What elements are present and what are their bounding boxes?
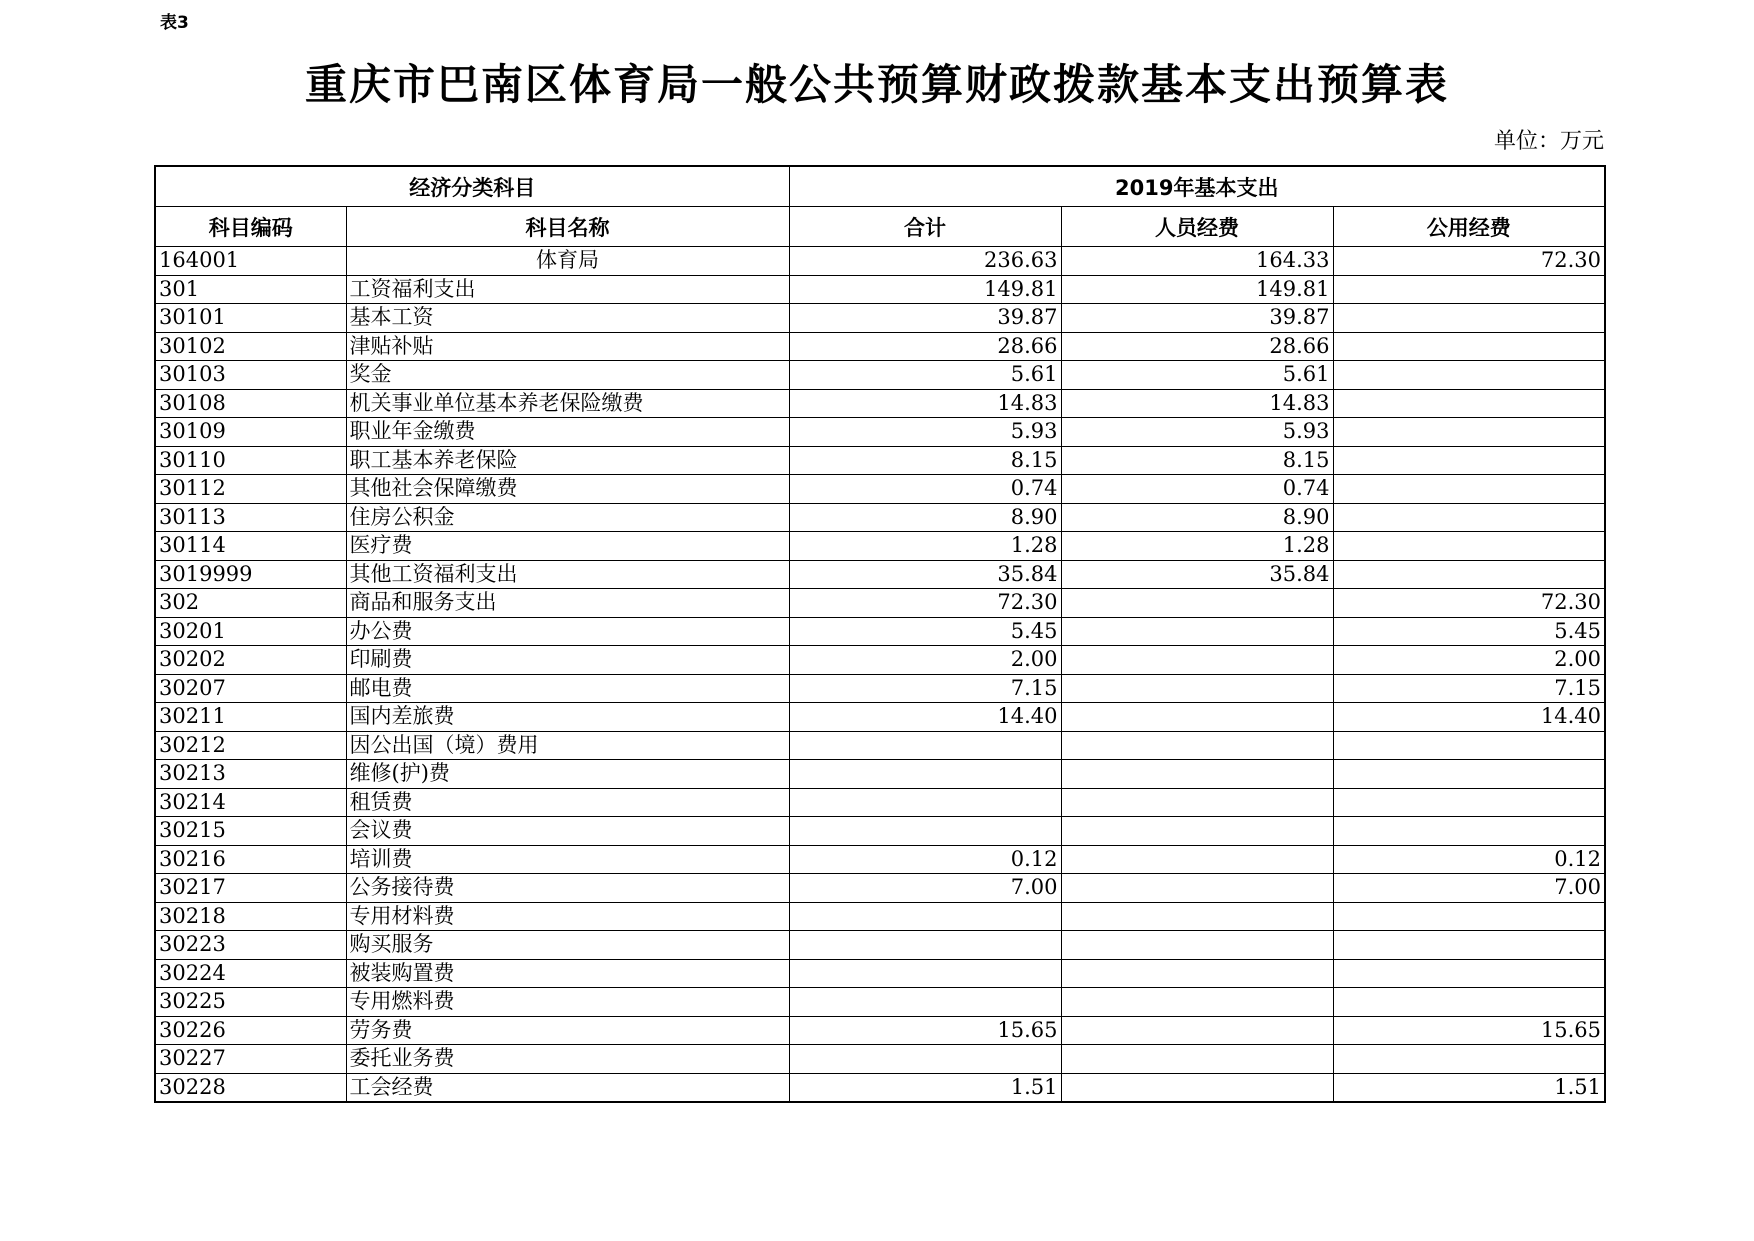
row-public [1333,503,1605,532]
row-code: 30217 [155,874,346,903]
row-code: 30207 [155,674,346,703]
row-total: 149.81 [789,275,1061,304]
row-code: 302 [155,589,346,618]
row-total [789,817,1061,846]
row-public: 0.12 [1333,845,1605,874]
row-name: 津贴补贴 [346,332,789,361]
row-personnel [1061,646,1333,675]
row-total: 1.51 [789,1073,1061,1102]
row-code: 30101 [155,304,346,333]
row-personnel [1061,617,1333,646]
row-code: 30109 [155,418,346,447]
table-row [155,703,1605,732]
table-row [155,389,1605,418]
row-name: 因公出国（境）费用 [346,731,789,760]
row-name: 基本工资 [346,304,789,333]
row-name: 办公费 [346,617,789,646]
table-row [155,503,1605,532]
table-row [155,589,1605,618]
header-personnel-expense: 人员经费 [1061,207,1333,247]
table-row [155,988,1605,1017]
row-total: 35.84 [789,560,1061,589]
row-code: 3019999 [155,560,346,589]
row-name: 租赁费 [346,788,789,817]
row-total: 5.61 [789,361,1061,390]
row-total: 0.74 [789,475,1061,504]
row-personnel [1061,988,1333,1017]
row-name: 公务接待费 [346,874,789,903]
table-row [155,931,1605,960]
row-personnel [1061,1045,1333,1074]
row-code: 30201 [155,617,346,646]
row-name: 专用材料费 [346,902,789,931]
row-name: 印刷费 [346,646,789,675]
table-row [155,361,1605,390]
row-public [1333,475,1605,504]
table-row [155,446,1605,475]
table-row [155,475,1605,504]
row-personnel: 35.84 [1061,560,1333,589]
row-code: 30224 [155,959,346,988]
row-public [1333,760,1605,789]
row-personnel [1061,902,1333,931]
table-row [155,845,1605,874]
row-public [1333,304,1605,333]
row-personnel: 28.66 [1061,332,1333,361]
row-public [1333,988,1605,1017]
row-name: 职业年金缴费 [346,418,789,447]
row-code: 30114 [155,532,346,561]
row-public: 14.40 [1333,703,1605,732]
row-code: 30212 [155,731,346,760]
row-public: 5.45 [1333,617,1605,646]
row-public: 1.51 [1333,1073,1605,1102]
row-name: 被装购置费 [346,959,789,988]
row-total: 0.12 [789,845,1061,874]
unit-label: 单位：万元 [1493,129,1604,154]
row-code: 30202 [155,646,346,675]
row-total [789,760,1061,789]
header-total: 合计 [789,207,1061,247]
row-public: 7.00 [1333,874,1605,903]
row-total: 72.30 [789,589,1061,618]
row-public [1333,817,1605,846]
row-name: 购买服务 [346,931,789,960]
row-code: 30211 [155,703,346,732]
row-personnel: 8.90 [1061,503,1333,532]
row-public: 2.00 [1333,646,1605,675]
row-personnel: 0.74 [1061,475,1333,504]
row-total: 8.15 [789,446,1061,475]
table-row [155,332,1605,361]
row-public [1333,446,1605,475]
row-public [1333,959,1605,988]
table-row [155,247,1605,276]
row-personnel [1061,1016,1333,1045]
row-name: 专用燃料费 [346,988,789,1017]
row-name: 住房公积金 [346,503,789,532]
row-personnel [1061,589,1333,618]
row-public [1333,332,1605,361]
row-name: 奖金 [346,361,789,390]
row-total [789,788,1061,817]
table-row [155,817,1605,846]
row-name: 国内差旅费 [346,703,789,732]
row-total [789,988,1061,1017]
row-code: 30110 [155,446,346,475]
row-personnel [1061,703,1333,732]
header-subject-name: 科目名称 [346,207,789,247]
row-personnel [1061,760,1333,789]
row-personnel: 5.93 [1061,418,1333,447]
row-personnel [1061,959,1333,988]
row-public [1333,361,1605,390]
row-personnel: 5.61 [1061,361,1333,390]
row-public: 15.65 [1333,1016,1605,1045]
row-code: 164001 [155,247,346,276]
row-public: 7.15 [1333,674,1605,703]
row-code: 30215 [155,817,346,846]
table-row [155,1016,1605,1045]
row-code: 30218 [155,902,346,931]
row-code: 30103 [155,361,346,390]
row-total: 15.65 [789,1016,1061,1045]
table-row [155,418,1605,447]
row-name: 职工基本养老保险 [346,446,789,475]
row-total: 5.45 [789,617,1061,646]
row-public [1333,418,1605,447]
table-row [155,1073,1605,1102]
table-row [155,902,1605,931]
row-name: 医疗费 [346,532,789,561]
row-code: 30225 [155,988,346,1017]
row-code: 30213 [155,760,346,789]
row-code: 30223 [155,931,346,960]
header-subject-code: 科目编码 [155,207,346,247]
header-basic-expenditure-2019: 2019年基本支出 [789,166,1605,207]
header-column-row [155,207,1605,247]
row-name: 商品和服务支出 [346,589,789,618]
row-public [1333,788,1605,817]
row-total [789,902,1061,931]
row-personnel: 14.83 [1061,389,1333,418]
row-public [1333,931,1605,960]
row-total [789,959,1061,988]
row-personnel: 39.87 [1061,304,1333,333]
row-code: 30214 [155,788,346,817]
row-name: 会议费 [346,817,789,846]
row-personnel [1061,845,1333,874]
table-row [155,874,1605,903]
row-total: 8.90 [789,503,1061,532]
row-code: 30113 [155,503,346,532]
row-code: 30102 [155,332,346,361]
row-name: 体育局 [346,247,789,276]
row-name: 培训费 [346,845,789,874]
table-row [155,646,1605,675]
row-total [789,1045,1061,1074]
row-public: 72.30 [1333,247,1605,276]
table-row [155,532,1605,561]
table-row [155,959,1605,988]
row-public [1333,532,1605,561]
row-public [1333,389,1605,418]
row-public: 72.30 [1333,589,1605,618]
budget-table [154,165,1606,1103]
row-total: 14.40 [789,703,1061,732]
table-row [155,304,1605,333]
row-total: 14.83 [789,389,1061,418]
row-total: 5.93 [789,418,1061,447]
row-personnel: 149.81 [1061,275,1333,304]
table-row [155,760,1605,789]
row-name: 其他社会保障缴费 [346,475,789,504]
row-name: 工资福利支出 [346,275,789,304]
table-row [155,788,1605,817]
row-personnel: 164.33 [1061,247,1333,276]
row-public [1333,1045,1605,1074]
row-name: 机关事业单位基本养老保险缴费 [346,389,789,418]
row-code: 30226 [155,1016,346,1045]
row-public [1333,560,1605,589]
table-row [155,617,1605,646]
row-name: 工会经费 [346,1073,789,1102]
row-code: 301 [155,275,346,304]
row-personnel: 8.15 [1061,446,1333,475]
row-code: 30227 [155,1045,346,1074]
page-title: 重庆市巴南区体育局一般公共预算财政拨款基本支出预算表 [304,60,1449,109]
row-personnel [1061,788,1333,817]
row-personnel [1061,731,1333,760]
row-total: 1.28 [789,532,1061,561]
row-total [789,931,1061,960]
row-personnel [1061,931,1333,960]
row-name: 维修(护)费 [346,760,789,789]
row-name: 其他工资福利支出 [346,560,789,589]
header-public-expense: 公用经费 [1333,207,1605,247]
row-public [1333,731,1605,760]
row-name: 邮电费 [346,674,789,703]
row-total [789,731,1061,760]
row-code: 30108 [155,389,346,418]
row-name: 劳务费 [346,1016,789,1045]
row-total: 236.63 [789,247,1061,276]
row-personnel [1061,874,1333,903]
row-personnel: 1.28 [1061,532,1333,561]
header-group-row [155,166,1605,207]
table-row [155,1045,1605,1074]
row-total: 28.66 [789,332,1061,361]
row-personnel [1061,674,1333,703]
row-code: 30216 [155,845,346,874]
table-row [155,275,1605,304]
table-row [155,674,1605,703]
row-total: 7.15 [789,674,1061,703]
row-code: 30228 [155,1073,346,1102]
table-row [155,731,1605,760]
table-row [155,560,1605,589]
row-public [1333,902,1605,931]
row-total: 2.00 [789,646,1061,675]
header-economic-category: 经济分类科目 [155,166,789,207]
row-code: 30112 [155,475,346,504]
row-name: 委托业务费 [346,1045,789,1074]
row-personnel [1061,1073,1333,1102]
row-public [1333,275,1605,304]
row-total: 39.87 [789,304,1061,333]
row-personnel [1061,817,1333,846]
sheet-label: 表3 [160,13,189,33]
row-total: 7.00 [789,874,1061,903]
